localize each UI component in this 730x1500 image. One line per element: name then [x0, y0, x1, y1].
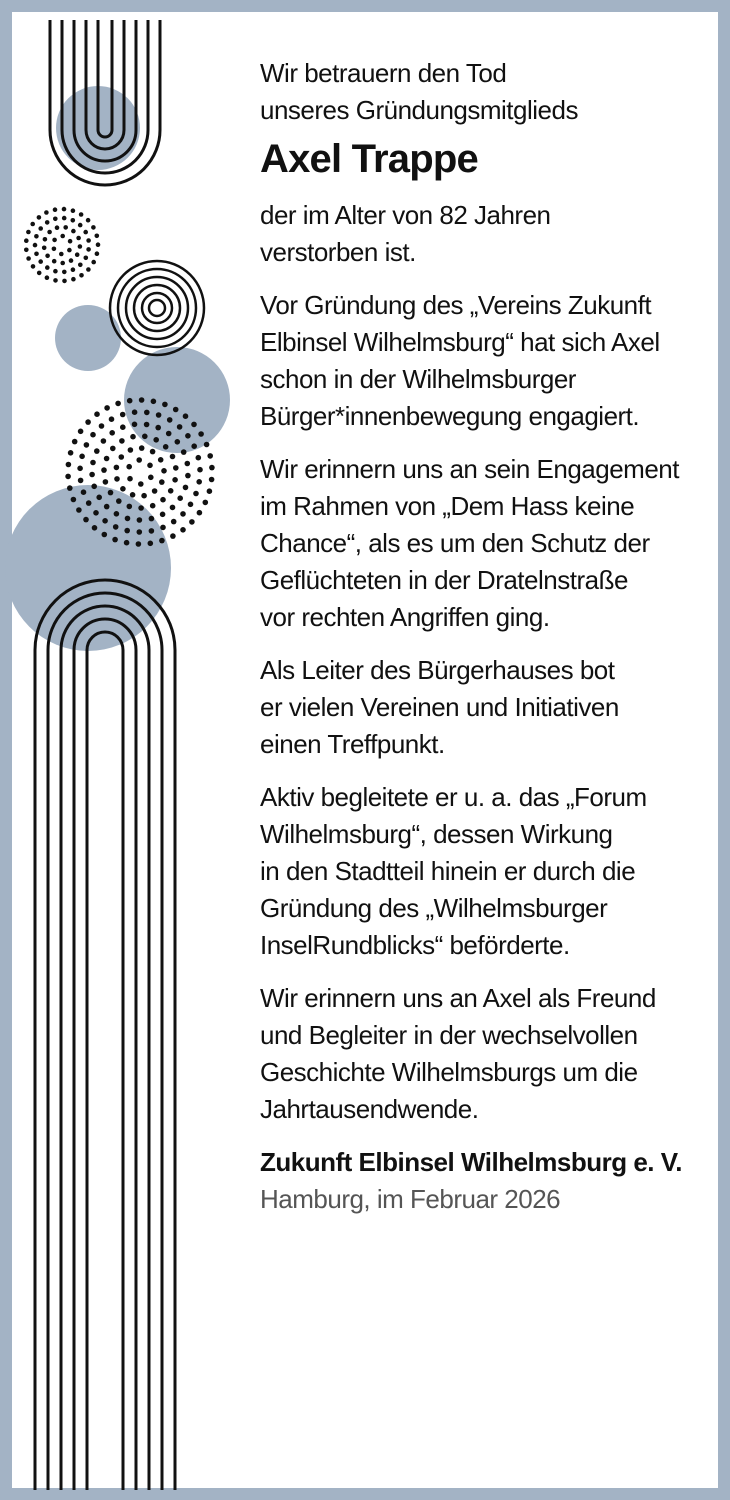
decorative-dot	[68, 239, 73, 244]
decorative-dot	[86, 247, 91, 252]
decorative-dot	[180, 527, 186, 533]
decorative-dot	[76, 507, 82, 513]
decorative-dot	[125, 516, 131, 522]
decorative-dot	[155, 425, 161, 431]
decorative-dot	[124, 540, 130, 546]
decorative-dot	[141, 493, 147, 499]
decorative-dot	[44, 210, 49, 215]
decorative-dot	[93, 510, 99, 516]
decorative-dot	[170, 505, 176, 511]
decorative-dot	[78, 223, 83, 228]
decorative-dot	[151, 399, 157, 405]
decorative-dot	[183, 485, 189, 491]
decorative-dot	[193, 491, 199, 497]
decorative-dot	[53, 269, 58, 274]
decorative-dot	[42, 246, 47, 251]
paragraph-line: vor rechten Angriffen ging.	[260, 602, 550, 632]
paragraph-line: und Begleiter in der wechselvollen	[260, 1020, 638, 1050]
decorative-dot	[38, 259, 43, 264]
decorative-dot	[79, 454, 85, 460]
decorative-dot	[120, 424, 126, 430]
decorative-dot	[65, 474, 71, 480]
decorative-dot	[67, 485, 73, 491]
decorative-dot	[84, 442, 90, 448]
decorative-dot	[53, 278, 58, 283]
decorative-dot	[91, 484, 97, 490]
decorative-dot	[119, 438, 125, 444]
decorative-dot	[78, 244, 83, 249]
paragraph	[260, 652, 705, 763]
decorative-dot	[168, 488, 174, 494]
decorative-dot	[177, 495, 183, 501]
decorative-dot	[148, 541, 154, 547]
decorative-dot	[166, 431, 172, 437]
decorative-dot	[209, 465, 215, 471]
decorative-dot	[136, 541, 142, 547]
decorative-dot	[109, 430, 115, 436]
decorative-dot	[89, 472, 95, 478]
decorative-dot	[173, 407, 179, 413]
decorative-dot	[38, 226, 43, 231]
paragraph-line: der im Alter von 82 Jahren	[260, 200, 551, 230]
decorative-dot	[112, 537, 118, 543]
decorative-dot	[162, 402, 168, 408]
decorative-dot	[37, 215, 42, 220]
decorative-dot	[170, 454, 176, 460]
decorative-dot	[96, 495, 102, 501]
decorative-dot	[150, 449, 156, 455]
decorative-dot	[69, 258, 74, 263]
decorative-dot	[130, 492, 136, 498]
decorative-dot	[120, 412, 126, 418]
paragraph-line: Wir erinnern uns an Axel als Freund	[260, 983, 656, 1013]
decorative-dot	[185, 473, 191, 479]
decorative-dot	[96, 242, 101, 247]
decorative-dot	[127, 504, 133, 510]
decorative-dot	[181, 449, 187, 455]
decorative-dot	[95, 234, 100, 239]
decorative-dot	[177, 424, 183, 430]
decorative-dot	[142, 434, 148, 440]
decorative-dot	[110, 446, 116, 452]
decorative-dot	[62, 207, 67, 212]
decorative-dot	[55, 225, 60, 230]
decorative-dot	[24, 248, 29, 253]
paragraph	[260, 197, 705, 271]
decorative-dot	[95, 251, 100, 256]
decorative-dot	[60, 234, 65, 239]
decorative-dot	[71, 497, 77, 503]
decorative-dot	[114, 465, 120, 471]
decorative-dot	[102, 532, 108, 538]
decorative-dot	[53, 217, 58, 222]
decorative-dot	[137, 529, 143, 535]
decorative-dot	[90, 460, 96, 466]
decorative-dot	[116, 498, 122, 504]
decorative-dot	[37, 271, 42, 276]
paragraph-line: er vielen Vereinen und Initiativen	[260, 692, 619, 722]
decorative-dot	[91, 260, 96, 265]
decorative-dot	[71, 208, 76, 213]
paragraph	[260, 451, 705, 636]
decorative-dot	[171, 519, 177, 525]
decorative-dot	[75, 252, 80, 257]
decorative-dot	[90, 432, 96, 438]
decorative-dot	[59, 252, 64, 257]
decorative-dot	[77, 466, 83, 472]
decorative-dot	[86, 267, 91, 272]
decorative-dot	[191, 443, 197, 449]
decorative-dot	[68, 450, 74, 456]
decorative-dot	[94, 448, 100, 454]
decorative-dot	[34, 252, 39, 257]
deceased-name: Axel Trappe	[260, 137, 478, 181]
paragraph-line: Aktiv begleitete er u. a. das „Forum	[260, 782, 647, 812]
decorative-dot	[189, 519, 195, 525]
decorative-dot	[63, 225, 68, 230]
decorative-dot	[102, 518, 108, 524]
decorative-dot	[114, 511, 120, 517]
decorative-dot	[71, 277, 76, 282]
decorative-dot	[144, 410, 150, 416]
decorative-dot	[167, 417, 173, 423]
decorative-dot	[24, 238, 29, 243]
decorative-dot	[160, 512, 166, 518]
decorative-dot	[139, 445, 145, 451]
decorative-dot	[198, 431, 204, 437]
decorative-dot	[150, 503, 156, 509]
paragraph-line: Elbinsel Wilhelmsburg“ hat sich Axel	[260, 327, 660, 357]
decorative-dot	[84, 255, 89, 260]
decorative-dot	[113, 524, 119, 530]
decorative-dot	[83, 517, 89, 523]
decorative-dot	[53, 207, 58, 212]
decorative-dot	[185, 461, 191, 467]
decorative-dot	[62, 216, 67, 221]
decorative-dot	[127, 476, 133, 482]
decorative-dot	[203, 500, 209, 506]
decorative-dot	[183, 413, 189, 419]
decorative-dot	[115, 401, 121, 407]
paragraph-line: in den Stadtteil hinein er durch die	[260, 856, 636, 886]
decorative-dot	[158, 457, 164, 463]
decorative-dot	[175, 439, 181, 445]
decorative-dot	[204, 442, 210, 448]
decorative-dot	[79, 273, 84, 278]
decorative-dot	[130, 434, 136, 440]
decorative-dot	[78, 429, 84, 435]
decorative-dot	[86, 500, 92, 506]
body-paragraphs	[260, 197, 705, 1128]
decorative-dot	[83, 230, 88, 235]
obituary-text	[260, 55, 705, 1218]
decorative-dot	[209, 477, 215, 483]
decorative-dot	[45, 254, 50, 259]
paragraph-line: Geschichte Wilhelmsburgs um die	[260, 1057, 638, 1087]
decorative-dot	[132, 422, 138, 428]
decorative-dot	[160, 497, 166, 503]
decorative-dot	[86, 238, 91, 243]
decorative-dot	[62, 279, 67, 284]
decorative-dot	[72, 439, 78, 445]
decorative-dot	[26, 256, 31, 261]
decorative-dot	[147, 463, 153, 469]
intro-line: unseres Gründungsmitglieds	[260, 95, 578, 125]
decorative-dot	[101, 467, 107, 473]
decorative-dot	[138, 481, 144, 487]
decorative-dot	[124, 528, 130, 534]
decorative-dot	[52, 259, 57, 264]
decorative-pattern	[0, 0, 260, 1500]
decorative-dot	[45, 265, 50, 270]
decorative-dot	[160, 525, 166, 531]
decorative-dot	[119, 454, 125, 460]
decorative-dot	[173, 465, 179, 471]
decorative-dot	[138, 505, 144, 511]
decorative-dot	[163, 444, 169, 450]
decorative-dot	[128, 447, 134, 453]
decorative-dot	[149, 516, 155, 522]
decorative-dot	[148, 475, 154, 481]
organization-signature: Zukunft Elbinsel Wilhelmsburg e. V.	[260, 1147, 682, 1177]
decorative-dot	[71, 218, 76, 223]
decorative-dot	[156, 412, 162, 418]
decorative-dot	[149, 528, 155, 534]
decorative-dot	[104, 456, 110, 462]
decorative-dot	[43, 237, 48, 242]
decorative-dot	[34, 234, 39, 239]
decorative-dot	[188, 502, 194, 508]
paragraph-line: Vor Gründung des „Vereins Zukunft	[260, 290, 652, 320]
dot-cluster-top	[24, 207, 100, 283]
decorative-dot	[191, 422, 197, 428]
decorative-dot	[196, 479, 202, 485]
decorative-dot	[103, 479, 109, 485]
decorative-dot	[76, 236, 81, 241]
decorative-dot	[172, 477, 178, 483]
decorative-dot	[101, 438, 107, 444]
decorative-dot	[185, 433, 191, 439]
decorative-dot	[78, 263, 83, 268]
decorative-dot	[31, 264, 36, 269]
decorative-dot	[153, 437, 159, 443]
decorative-dot	[139, 397, 145, 403]
decorative-dot	[85, 419, 91, 425]
decorative-dot	[71, 229, 76, 234]
paragraph-line: verstorben ist.	[260, 237, 416, 267]
decorative-dot	[108, 490, 114, 496]
decorative-dot	[92, 525, 98, 531]
decorative-dot	[114, 476, 120, 482]
decorative-dot	[52, 247, 57, 252]
paragraph-line: InselRundblicks“ beförderte.	[260, 930, 570, 960]
decorative-dot	[45, 275, 50, 280]
decorative-dot	[71, 267, 76, 272]
paragraph	[260, 779, 705, 964]
paragraph-line: im Rahmen von „Dem Hass keine	[260, 491, 635, 521]
decorative-dot	[137, 517, 143, 523]
intro-text	[260, 55, 705, 129]
paragraph-line: Als Leiter des Bürgerhauses bot	[260, 655, 615, 685]
paragraph-line: Wilhelmsburg“, dessen Wirkung	[260, 819, 613, 849]
decorative-dot	[99, 423, 105, 429]
paragraph-line: Chance“, als es um den Schutz der	[260, 528, 650, 558]
paragraph	[260, 980, 705, 1128]
decorative-dot	[180, 511, 186, 517]
decorative-dot	[159, 538, 165, 544]
decorative-dot	[144, 422, 150, 428]
decorative-dot	[207, 488, 213, 494]
decorative-dot	[197, 467, 203, 473]
decorative-dot	[170, 533, 176, 539]
decorative-dot	[152, 488, 158, 494]
decorative-dot	[81, 489, 87, 495]
decorative-dot	[79, 212, 84, 217]
paragraph-line: Bürger*innenbewegung engagiert.	[260, 401, 640, 431]
decorative-dot	[161, 468, 167, 474]
decorative-dot	[45, 220, 50, 225]
decorative-dot	[197, 510, 203, 516]
paragraph	[260, 287, 705, 435]
decorative-dot	[126, 464, 132, 470]
paragraph-line: Gründung des „Wilhelmsburger	[260, 893, 608, 923]
paragraph-line: einen Treffpunkt.	[260, 729, 445, 759]
decorative-dot	[104, 405, 110, 411]
decorative-dot	[196, 455, 202, 461]
concentric-rings	[110, 261, 204, 355]
decorative-dot	[86, 218, 91, 223]
bottom-arches	[35, 580, 175, 1490]
decorative-dot	[78, 478, 84, 484]
decorative-dot	[30, 222, 35, 227]
intro-line: Wir betrauern den Tod	[260, 58, 507, 88]
paragraph-line: Geflüchteten in der Dratelnstraße	[260, 565, 628, 595]
decorative-dot	[104, 504, 110, 510]
decorative-dot	[62, 270, 67, 275]
decorative-dot	[159, 479, 165, 485]
decorative-dot	[120, 486, 126, 492]
decorative-dot	[33, 243, 38, 248]
decorative-dot	[47, 230, 52, 235]
decorative-dot	[207, 453, 213, 459]
decorative-dot	[67, 248, 72, 253]
decorative-dot	[136, 457, 142, 463]
paragraph-line: schon in der Wilhelmsburger	[260, 364, 576, 394]
decorative-dot	[91, 225, 96, 230]
place-date: Hamburg, im Februar 2026	[260, 1184, 561, 1214]
decorative-dot	[109, 416, 115, 422]
paragraph-line: Wir erinnern uns an sein Engagement	[260, 454, 679, 484]
decorative-dot	[60, 261, 65, 266]
decorative-dot	[26, 230, 31, 235]
decorative-dot	[132, 409, 138, 415]
decorative-dot	[52, 238, 57, 243]
decorative-dot	[66, 462, 72, 468]
paragraph-line: Jahrtausendwende.	[260, 1094, 479, 1124]
decorative-dot	[127, 398, 133, 404]
decorative-dot	[94, 411, 100, 417]
